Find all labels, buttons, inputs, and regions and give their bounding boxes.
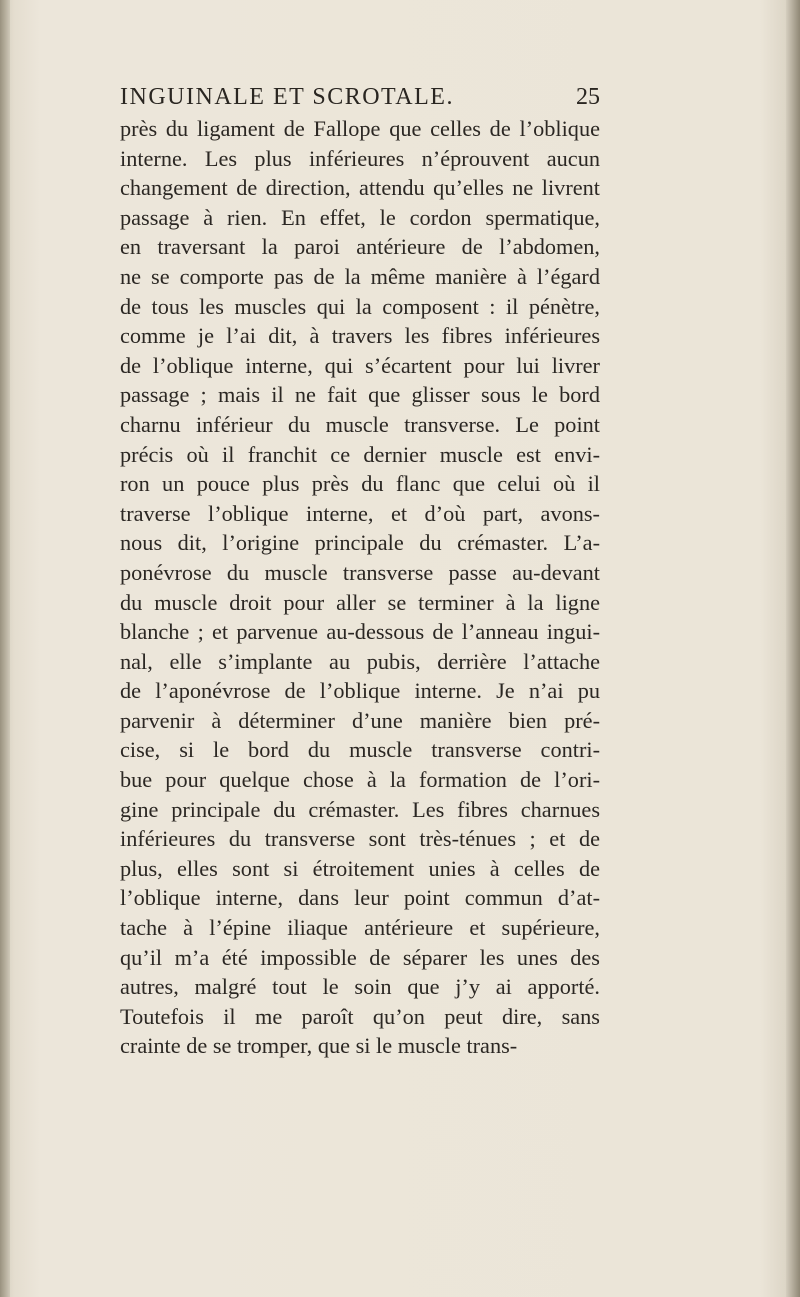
text-line: passage à rien. En effet, le cordon spermatique, [120,204,600,230]
text-line: de l’oblique interne, qui s’écartent pour lui livrer [120,352,600,378]
text-line: changement de direction, attendu qu’elles ne livrent [120,175,600,201]
running-title: INGUINALE ET SCROTALE. [120,84,454,110]
text-line: blanche ; et parvenue au-dessous de l’anneau ingui- [120,619,600,645]
text-line: charnu inférieur du muscle transverse. Le point [120,411,600,437]
text-line: passage ; mais il ne fait que glisser sous le bord [120,382,600,408]
text-line: plus, elles sont si étroitement unies à celles de [120,855,600,881]
text-line: ponévrose du muscle transverse passe au-devant [120,559,600,585]
text-line: bue pour quelque chose à la formation de l’ori- [120,767,600,793]
page-binding-shadow-left [0,0,10,1297]
text-line: du muscle droit pour aller se terminer à la ligne [120,589,600,615]
text-line: autres, malgré tout le soin que j’y ai apporté. [120,974,600,1000]
text-line: précis où il franchit ce dernier muscle est envi- [120,441,600,467]
text-line: interne. Les plus inférieures n’éprouvent aucun [120,145,600,171]
text-line: tache à l’épine iliaque antérieure et supérieure, [120,915,600,941]
text-line: nous dit, l’origine principale du crémaster. L’a- [120,530,600,556]
page-edge-shadow-right [786,0,800,1297]
text-line: ron un pouce plus près du flanc que celui où il [120,471,600,497]
text-line: inférieures du transverse sont très-ténues ; et de [120,826,600,852]
page-header [120,84,600,114]
body-text [120,114,600,1061]
text-line: cise, si le bord du muscle transverse contri- [120,737,600,763]
text-line: de l’aponévrose de l’oblique interne. Je n’ai pu [120,678,600,704]
text-line: comme je l’ai dit, à travers les fibres inférieures [120,323,600,349]
text-line: gine principale du crémaster. Les fibres charnues [120,796,600,822]
text-line: près du ligament de Fallope que celles de l’oblique [120,116,600,141]
text-line: parvenir à déterminer d’une manière bien pré- [120,707,600,733]
text-line: Toutefois il me paroît qu’on peut dire, sans [120,1003,600,1029]
text-line: ne se comporte pas de la même manière à l’égard [120,263,600,289]
text-line: l’oblique interne, dans leur point commun d’at- [120,885,600,911]
text-line: crainte de se tromper, que si le muscle trans- [120,1033,518,1059]
text-line: de tous les muscles qui la composent : il pénètre, [120,293,600,319]
text-line: traverse l’oblique interne, et d’où part, avons- [120,500,600,526]
text-line: qu’il m’a été impossible de séparer les unes des [120,944,600,970]
page-number: 25 [576,84,600,110]
text-line: en traversant la paroi antérieure de l’abdomen, [120,234,600,260]
text-line: nal, elle s’implante au pubis, derrière l’attache [120,648,600,674]
